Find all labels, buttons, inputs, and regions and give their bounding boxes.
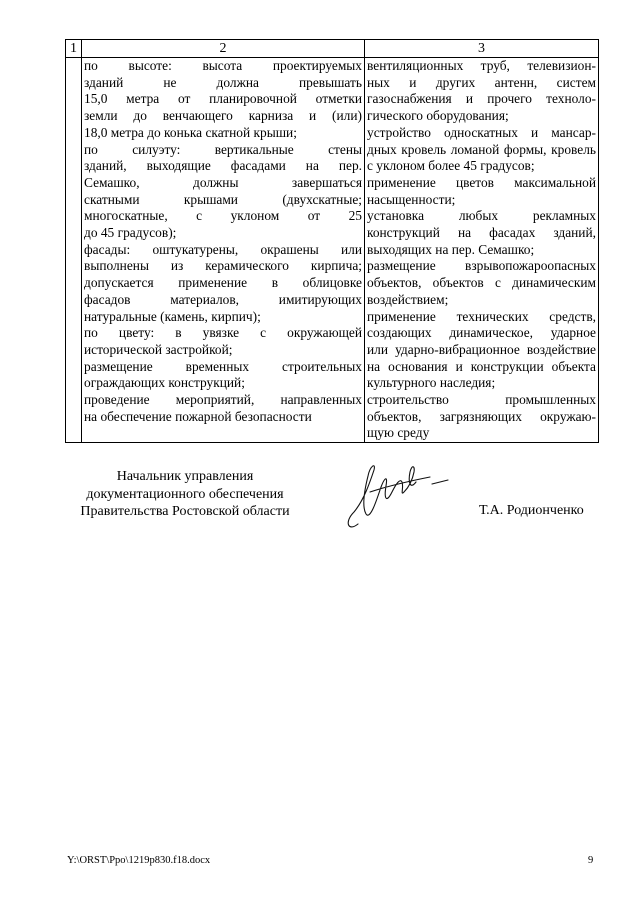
text-line: 18,0 метра до конька скатной крыши; bbox=[84, 124, 297, 140]
text-line: установка любых рекламных bbox=[367, 208, 596, 224]
text-line: дных кровель ломаной формы, кровель bbox=[367, 141, 596, 157]
cell-col-3 bbox=[365, 58, 599, 443]
text-line: до 45 градусов); bbox=[84, 225, 177, 241]
footer-page-number: 9 bbox=[588, 855, 594, 866]
text-line: ограждающих конструкций; bbox=[84, 375, 245, 391]
footer-file-path: Y:\ORST\Ppo\1219p830.f18.docx bbox=[67, 855, 211, 866]
text-line: газоснабжения и прочего техноло- bbox=[367, 91, 596, 107]
signatory-position bbox=[60, 468, 310, 521]
text-line: скатными крышами (двухскатные; bbox=[84, 191, 362, 207]
text-line: исторической застройкой; bbox=[84, 341, 233, 357]
requirements-table bbox=[65, 39, 599, 443]
text-line: размещение временных строительных bbox=[84, 358, 362, 374]
text-line: ных и других антенн, систем bbox=[367, 74, 596, 90]
text-line: зданий, выходящие фасадами на пер. bbox=[84, 158, 362, 174]
text-line: выполнены из керамического кирпича; bbox=[84, 258, 362, 274]
text-line: щую среду bbox=[367, 425, 430, 441]
text-line: выходящих на пер. Семашко; bbox=[367, 241, 535, 257]
text-line: устройство односкатных и мансар- bbox=[367, 124, 596, 140]
text-line: Семашко, должны завершаться bbox=[84, 174, 362, 190]
text-line: объектов, загрязняющих окружаю- bbox=[367, 408, 596, 424]
cell-col-2 bbox=[82, 58, 365, 443]
text-line: земли до венчающего карниза и (или) bbox=[84, 108, 362, 124]
position-line: Начальник управления bbox=[116, 469, 254, 484]
text-line: фасады: оштукатурены, окрашены или bbox=[84, 241, 362, 257]
text-line: культурного наследия; bbox=[367, 375, 496, 391]
text-line: 15,0 метра от планировочной отметки bbox=[84, 91, 362, 107]
text-line: гического оборудования; bbox=[367, 108, 509, 124]
text-line: допускается применение в облицовке bbox=[84, 275, 362, 291]
header-col-2: 2 bbox=[82, 40, 365, 58]
table-row bbox=[66, 58, 599, 443]
text-line: воздействием; bbox=[367, 291, 449, 307]
text-line: применение технических средств, bbox=[367, 308, 596, 324]
text-line: применение цветов максимальной bbox=[367, 174, 596, 190]
text-line: создающих динамическое, ударное bbox=[367, 325, 596, 341]
text-line: на обеспечение пожарной безопасности bbox=[84, 408, 312, 424]
text-line: фасадов материалов, имитирующих bbox=[84, 291, 362, 307]
handwritten-signature bbox=[340, 452, 450, 537]
text-line: объектов, объектов с динамическим bbox=[367, 275, 596, 291]
text-line: насыщенности; bbox=[367, 191, 456, 207]
text-line: по цвету: в увязке с окружающей bbox=[84, 325, 362, 341]
text-line: натуральные (камень, кирпич); bbox=[84, 308, 261, 324]
header-col-3: 3 bbox=[365, 40, 599, 58]
header-col-1: 1 bbox=[66, 40, 82, 58]
text-line: по высоте: высота проектируемых bbox=[84, 58, 362, 73]
text-line: на основания и конструкции объекта bbox=[367, 358, 596, 374]
text-line: размещение взрывопожароопасных bbox=[367, 258, 596, 274]
text-line: по силуэту: вертикальные стены bbox=[84, 141, 362, 157]
text-line: вентиляционных труб, телевизион- bbox=[367, 58, 596, 73]
text-line: или ударно-вибрационное воздействие bbox=[367, 341, 596, 357]
cell-col-1 bbox=[66, 58, 82, 443]
position-line: Правительства Ростовской области bbox=[80, 504, 290, 520]
text-line: проведение мероприятий, направленных bbox=[84, 392, 362, 408]
table-header-row bbox=[66, 40, 599, 58]
text-line: многоскатные, с уклоном от 25 bbox=[84, 208, 362, 224]
text-line: зданий не должна превышать bbox=[84, 74, 362, 90]
text-line: строительство промышленных bbox=[367, 392, 596, 408]
signatory-name: Т.А. Родионченко bbox=[479, 503, 584, 518]
text-line: с уклоном более 45 градусов; bbox=[367, 158, 535, 174]
text-line: конструкций на фасадах зданий, bbox=[367, 225, 596, 241]
position-line: документационного обеспечения bbox=[86, 486, 284, 502]
